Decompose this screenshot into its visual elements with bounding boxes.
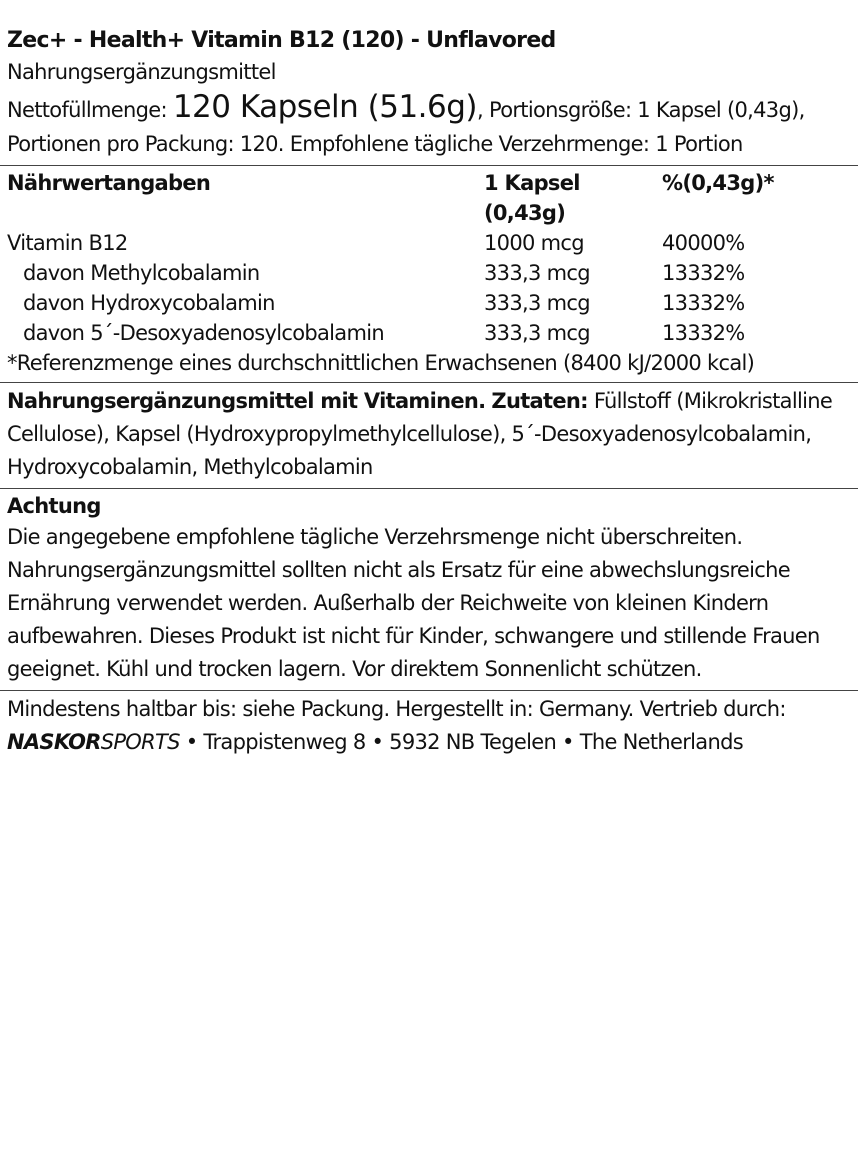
nutrient-name: davon 5´-Desoxyadenosylcobalamin <box>23 321 384 345</box>
nutrient-percent: 40000% <box>662 231 745 255</box>
table-row <box>7 288 858 318</box>
net-quantity-info <box>7 90 858 161</box>
ingredients-heading: Nahrungsergänzungsmittel mit Vitaminen. <box>7 389 486 413</box>
warning-text: Die angegebene empfohlene tägliche Verzehrsmenge nicht überschreiten. Nahrungsergänzungsmittel sollten nicht als Ersatz für eine abwechslungsreiche Ernährung verwendet werden. Außerhalb der Reichweite von kleinen Kindern aufbewahren. Dieses Produkt ist nicht für Kinder, schwangere und stillende Frauen geeignet. Kühl und trocken lagern. Vor direktem Sonnenlicht schützen. <box>7 525 820 681</box>
product-title: Zec+ - Health+ Vitamin B12 (120) - Unflavored <box>7 28 556 53</box>
header-nutrient: Nährwertangaben <box>7 171 211 195</box>
nutrition-table <box>7 168 858 348</box>
table-row <box>7 318 858 348</box>
footer-text: Mindestens haltbar bis: siehe Packung. Hergestellt in: Germany. Vertrieb durch: <box>7 697 786 721</box>
nutrient-amount: 1000 mcg <box>484 231 584 255</box>
nutrient-amount: 333,3 mcg <box>484 291 590 315</box>
table-row <box>7 258 858 288</box>
brand-name-bold: NASKOR <box>7 730 101 754</box>
ingredients-text: Füllstoff (Mikrokristalline Cellulose), Kapsel (Hydroxypropylmethylcellulose), 5´-Desoxyadenosylcobalamin, Hydroxycobalamin, Methylcobalamin <box>7 389 833 479</box>
net-label: Nettofüllmenge: <box>7 98 167 122</box>
nutrient-percent: 13332% <box>662 261 745 285</box>
nutrient-percent: 13332% <box>662 321 745 345</box>
table-row <box>7 228 858 258</box>
reference-footnote: *Referenzmenge eines durchschnittlichen Erwachsenen (8400 kJ/2000 kcal) <box>7 351 755 375</box>
divider <box>0 690 858 691</box>
nutrient-amount: 333,3 mcg <box>484 321 590 345</box>
footer-info <box>7 693 858 759</box>
nutrient-name: davon Hydroxycobalamin <box>23 291 275 315</box>
ingredients-section <box>7 385 858 484</box>
nutrient-amount: 333,3 mcg <box>484 261 590 285</box>
serving-info: , Portionsgröße: 1 Kapsel (0,43g), Portionen pro Packung: 120. Empfohlene tägliche Verzehrmenge: 1 Portion <box>7 98 805 156</box>
brand-name-italic: SPORTS <box>100 730 180 754</box>
nutrient-name: davon Methylcobalamin <box>23 261 260 285</box>
nutrient-percent: 13332% <box>662 291 745 315</box>
nutrient-name: Vitamin B12 <box>7 231 128 255</box>
header-amount: 1 Kapsel (0,43g) <box>484 171 580 225</box>
ingredients-label: Zutaten: <box>491 389 588 413</box>
distributor-address: • Trappistenweg 8 • 5932 NB Tegelen • The Netherlands <box>179 730 743 754</box>
product-category: Nahrungsergänzungsmittel <box>7 60 276 84</box>
table-header-row <box>7 168 858 228</box>
net-amount: 120 Kapseln (51.6g) <box>172 89 478 125</box>
divider <box>0 488 858 489</box>
header-percent: %(0,43g)* <box>662 171 774 195</box>
warning-heading: Achtung <box>7 494 101 518</box>
divider <box>0 165 858 166</box>
divider <box>0 382 858 383</box>
